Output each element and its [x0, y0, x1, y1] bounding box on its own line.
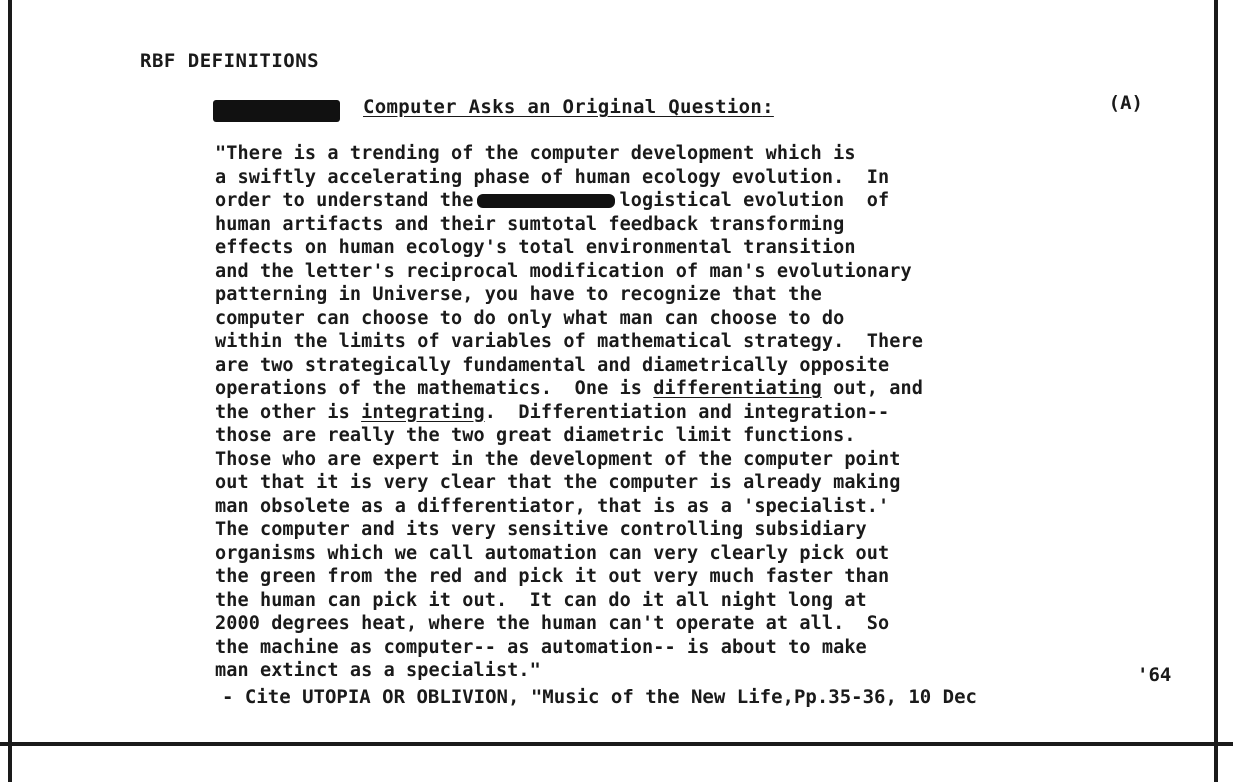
quote-line-segment: operations of the mathematics. One is: [215, 378, 654, 399]
quote-line: those are really the two great diametric limit functions.: [215, 425, 856, 446]
card-header: RBF DEFINITIONS: [140, 50, 320, 72]
quote-line: a swiftly accelerating phase of human ecology evolution. In: [215, 166, 890, 188]
citation: - Cite UTOPIA OR OBLIVION, "Music of the New Life,Pp.35-36, 10 Dec: [222, 686, 977, 708]
quote-line: 2000 degrees heat, where the human can't operate at all. So: [215, 613, 890, 634]
quote-line-segment: . Differentiation and integration--: [484, 401, 890, 423]
quote-line: effects on human ecology's total environmental transition: [215, 237, 856, 258]
quote-line: human artifacts and their sumtotal feedback transforming: [215, 213, 845, 235]
quote-line: patterning in Universe, you have to recognize that the: [215, 284, 822, 305]
underlined-term: integrating: [361, 401, 485, 423]
underlined-term: differentiating: [653, 378, 822, 399]
quote-line: [215, 401, 1175, 425]
quote-line: organisms which we call automation can very clearly pick out: [215, 542, 890, 564]
quote-line: [215, 377, 1175, 401]
quote-line: The computer and its very sensitive controlling subsidiary: [215, 519, 867, 540]
quote-line-segment: the other is: [215, 401, 362, 423]
quote-line: the human can pick it out. It can do it all night long at: [215, 589, 867, 611]
entry-title-text: Computer Asks an Original Question: [363, 96, 763, 118]
quote-line: [215, 189, 1175, 213]
entry-title: [363, 96, 774, 118]
quote-line: man extinct as a specialist.": [215, 660, 541, 681]
quote-line-segment: out, and: [821, 378, 924, 399]
quote-line: are two strategically fundamental and diametrically opposite: [215, 354, 890, 376]
quote-line: the machine as computer-- as automation-- is about to make: [215, 636, 867, 658]
quote-line: "There is a trending of the computer development which is: [215, 143, 856, 164]
quote-line: the green from the red and pick it out very much faster than: [215, 566, 890, 587]
entry-title-row: [213, 92, 1143, 126]
quote-line-segment: logistical evolution of: [619, 190, 890, 211]
quote-line: computer can choose to do only what man can choose to do: [215, 307, 845, 329]
quote-line: and the letter's reciprocal modification of man's evolutionary: [215, 260, 912, 282]
citation-year: '64: [1137, 664, 1172, 686]
next-card-right-edge: [1214, 742, 1218, 782]
inline-redaction: [477, 194, 615, 208]
redaction-block: [213, 100, 340, 122]
quote-line-segment: order to understand the: [215, 190, 474, 211]
quote-line: man obsolete as a differentiator, that is as a 'specialist.': [215, 495, 890, 517]
quote-line: out that it is very clear that the computer is already making: [215, 472, 901, 493]
next-card-left-edge: [8, 742, 12, 782]
quote-body: [215, 142, 1175, 683]
entry-title-suffix: :: [762, 96, 774, 118]
entry-tag: (A): [1108, 92, 1143, 114]
bottom-divider: [0, 742, 1233, 746]
quote-line: Those who are expert in the development of the computer point: [215, 448, 901, 470]
quote-line: within the limits of variables of mathematical strategy. There: [215, 331, 923, 352]
